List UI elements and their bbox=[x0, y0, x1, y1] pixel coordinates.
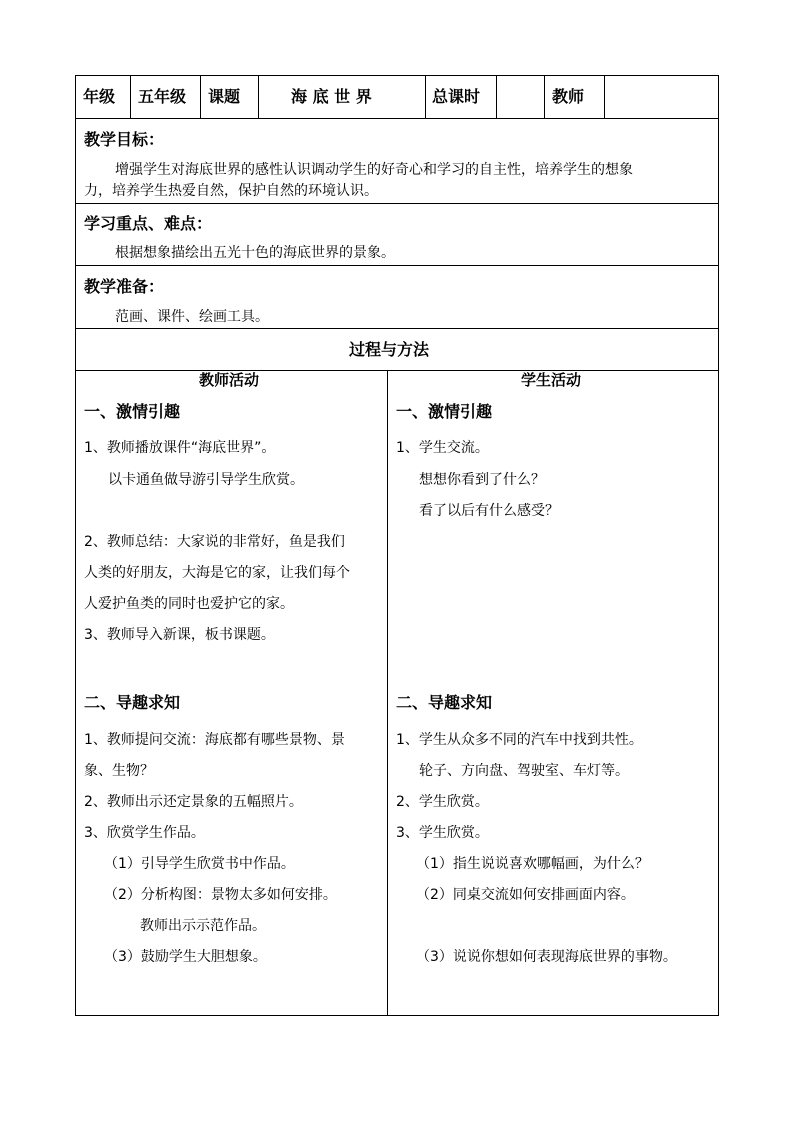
key-points-text: 根据想象描绘出五光十色的海底世界的景象。 bbox=[115, 245, 395, 261]
header-col-divider bbox=[425, 75, 426, 118]
teacher-activity-line: 2、教师出示还定景象的五幅照片。 bbox=[84, 794, 303, 810]
teacher-activity-header: 教师活动 bbox=[199, 371, 260, 389]
student-activity-header: 学生活动 bbox=[521, 371, 582, 389]
teacher-stage-1-title: 一、激情引趣 bbox=[84, 402, 181, 421]
teacher-activity-line: 以卡通鱼做导游引导学生欣赏。 bbox=[108, 472, 304, 488]
teacher-activity-line: 1、教师播放课件“海底世界”。 bbox=[84, 440, 276, 456]
student-activity-line: 1、学生交流。 bbox=[396, 440, 489, 456]
row-divider bbox=[75, 370, 719, 371]
topic-label: 课题 bbox=[208, 87, 241, 106]
activity-col-divider bbox=[387, 370, 388, 1016]
grade-label: 年级 bbox=[83, 87, 116, 106]
objectives-text-line: 力，培养学生热爱自然，保护自然的环境认识。 bbox=[84, 183, 378, 199]
row-divider bbox=[75, 265, 719, 266]
row-divider bbox=[75, 118, 719, 119]
teacher-activity-line: （3）鼓励学生大胆想象。 bbox=[104, 949, 267, 965]
teacher-activity-line: 1、教师提问交流：海底都有哪些景物、景 bbox=[84, 732, 345, 748]
student-activity-line: 看了以后有什么感受？ bbox=[419, 503, 559, 519]
topic-value: 海 底 世 界 bbox=[291, 87, 372, 106]
teacher-activity-line: 人类的好朋友，大海是它的家，让我们每个 bbox=[84, 565, 350, 581]
preparation-title: 教学准备： bbox=[84, 277, 165, 296]
student-activity-line: 2、学生欣赏。 bbox=[396, 794, 489, 810]
preparation-text: 范画、课件、绘画工具。 bbox=[115, 309, 269, 325]
teacher-label: 教师 bbox=[552, 87, 585, 106]
student-activity-line: （3）说说你想如何表现海底世界的事物。 bbox=[416, 949, 677, 965]
student-activity-line: （1）指生说说喜欢哪幅画，为什么？ bbox=[416, 856, 649, 872]
teacher-activity-line: 象、生物？ bbox=[84, 763, 154, 779]
student-activity-line: 想想你看到了什么？ bbox=[419, 472, 545, 488]
student-activity-line: 轮子、方向盘、驾驶室、车灯等。 bbox=[419, 763, 629, 779]
student-stage-1-title: 一、激情引趣 bbox=[396, 402, 493, 421]
student-activity-line: （2）同桌交流如何安排画面内容。 bbox=[416, 887, 635, 903]
header-col-divider bbox=[544, 75, 545, 118]
student-activity-line: 1、学生从众多不同的汽车中找到共性。 bbox=[396, 732, 643, 748]
teacher-activity-line: 2、教师总结：大家说的非常好，鱼是我们 bbox=[84, 534, 345, 550]
teacher-activity-line: （1）引导学生欣赏书中作品。 bbox=[104, 856, 295, 872]
student-stage-2-title: 二、导趣求知 bbox=[396, 693, 493, 712]
header-col-divider bbox=[200, 75, 201, 118]
teacher-activity-line: 人爱护鱼类的同时也爱护它的家。 bbox=[84, 596, 294, 612]
teacher-activity-line: （2）分析构图：景物太多如何安排。 bbox=[104, 887, 337, 903]
header-col-divider bbox=[496, 75, 497, 118]
student-activity-line: 3、学生欣赏。 bbox=[396, 825, 489, 841]
objectives-text-line: 增强学生对海底世界的感性认识调动学生的好奇心和学习的自主性，培养学生的想象 bbox=[115, 162, 633, 178]
teacher-activity-line: 3、教师导入新课，板书课题。 bbox=[84, 627, 275, 643]
teacher-stage-2-title: 二、导趣求知 bbox=[84, 693, 181, 712]
grade-value: 五年级 bbox=[138, 87, 187, 106]
header-col-divider bbox=[258, 75, 259, 118]
objectives-title: 教学目标： bbox=[84, 130, 165, 149]
key-points-title: 学习重点、难点： bbox=[84, 214, 213, 233]
process-title: 过程与方法 bbox=[349, 340, 430, 359]
teacher-activity-line: 3、欣赏学生作品。 bbox=[84, 825, 205, 841]
row-divider bbox=[75, 203, 719, 204]
header-col-divider bbox=[130, 75, 131, 118]
total-hours-label: 总课时 bbox=[432, 87, 481, 106]
teacher-activity-line: 教师出示示范作品。 bbox=[140, 918, 266, 934]
row-divider bbox=[75, 328, 719, 329]
header-col-divider bbox=[604, 75, 605, 118]
